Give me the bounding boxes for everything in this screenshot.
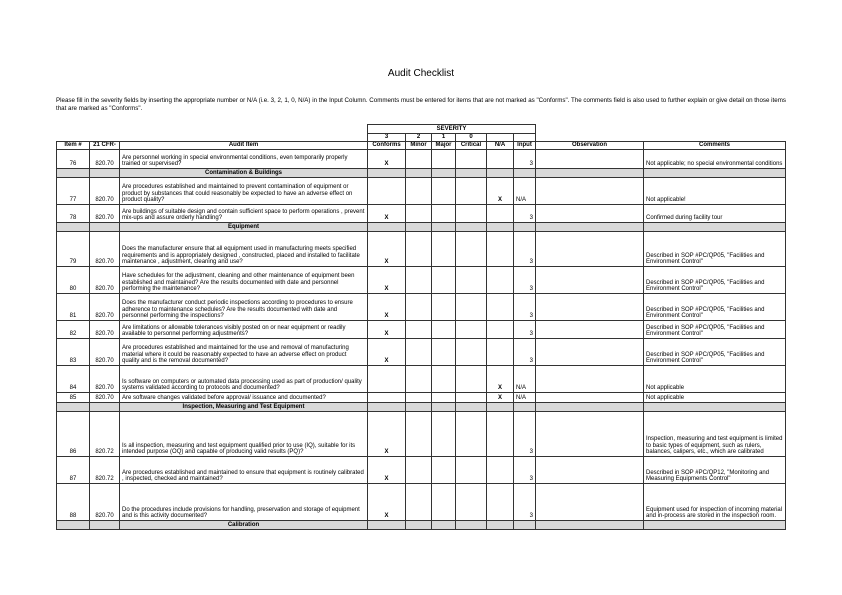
checklist-row	[57, 484, 786, 521]
audit-item-text: Does the manufacturer ensure that all equipment used in manufacturing meets specified requirements and is appropriately designed , constructed, placed and installed to facilitate maintenance , adjustment, cleaning and use?	[120, 232, 368, 267]
audit-item-text: Are buildings of suitable design and contain sufficient space to perform operations , prevent mix-ups and assure orderly handling?	[120, 205, 368, 223]
severity-value-2: 2	[406, 134, 432, 142]
major-cell[interactable]	[432, 366, 456, 393]
na-cell[interactable]	[487, 232, 514, 267]
critical-cell[interactable]	[456, 393, 487, 403]
section-title: Equipment	[120, 223, 368, 232]
section-row	[57, 521, 786, 530]
na-cell[interactable]	[487, 267, 514, 294]
conforms-cell[interactable]: X	[368, 412, 406, 457]
critical-cell[interactable]	[456, 205, 487, 223]
item-number: 82	[57, 321, 90, 339]
minor-cell[interactable]	[406, 178, 432, 205]
conforms-cell[interactable]: X	[368, 150, 406, 169]
na-cell[interactable]	[487, 205, 514, 223]
conforms-cell[interactable]: X	[368, 294, 406, 321]
item-number: 81	[57, 294, 90, 321]
conforms-cell[interactable]	[368, 178, 406, 205]
checklist-row	[57, 321, 786, 339]
comments-cell[interactable]: Described in SOP #PC/QP12, "Monitoring and Measuring Equipments Control"	[644, 457, 786, 484]
severity-value-1: 1	[432, 134, 456, 142]
major-cell[interactable]	[432, 232, 456, 267]
section-title: Calibration	[120, 521, 368, 530]
minor-cell[interactable]	[406, 150, 432, 169]
critical-cell[interactable]	[456, 412, 487, 457]
conforms-cell[interactable]: X	[368, 484, 406, 521]
header-input: Input	[514, 142, 536, 150]
conforms-cell[interactable]: X	[368, 232, 406, 267]
minor-cell[interactable]	[406, 267, 432, 294]
observation-cell[interactable]	[536, 294, 644, 321]
critical-cell[interactable]	[456, 457, 487, 484]
input-cell[interactable]: 3	[514, 321, 536, 339]
section-title: Contamination & Buildings	[120, 169, 368, 178]
cfr-reference: 820.70	[90, 150, 120, 169]
cfr-reference: 820.70	[90, 484, 120, 521]
conforms-cell[interactable]	[368, 366, 406, 393]
input-cell[interactable]: N/A	[514, 366, 536, 393]
input-cell[interactable]: 3	[514, 412, 536, 457]
critical-cell[interactable]	[456, 484, 487, 521]
input-cell[interactable]: 3	[514, 294, 536, 321]
audit-checklist-table	[56, 124, 786, 530]
major-cell[interactable]	[432, 205, 456, 223]
checklist-row	[57, 150, 786, 169]
minor-cell[interactable]	[406, 294, 432, 321]
cfr-reference: 820.70	[90, 232, 120, 267]
na-cell[interactable]	[487, 457, 514, 484]
major-cell[interactable]	[432, 457, 456, 484]
observation-cell[interactable]	[536, 267, 644, 294]
minor-cell[interactable]	[406, 457, 432, 484]
major-cell[interactable]	[432, 321, 456, 339]
cfr-reference: 820.70	[90, 366, 120, 393]
conforms-cell[interactable]: X	[368, 321, 406, 339]
major-cell[interactable]	[432, 267, 456, 294]
severity-value-0: 0	[456, 134, 487, 142]
cfr-reference: 820.72	[90, 412, 120, 457]
column-header-row	[57, 142, 786, 150]
observation-cell[interactable]	[536, 150, 644, 169]
minor-cell[interactable]	[406, 412, 432, 457]
checklist-row	[57, 294, 786, 321]
item-number: 77	[57, 178, 90, 205]
header-comments: Comments	[644, 142, 786, 150]
na-cell[interactable]	[487, 412, 514, 457]
cfr-reference: 820.70	[90, 321, 120, 339]
severity-label: SEVERITY	[368, 125, 536, 134]
observation-cell[interactable]	[536, 205, 644, 223]
checklist-row	[57, 205, 786, 223]
section-title: Inspection, Measuring and Test Equipment	[120, 403, 368, 412]
item-number: 84	[57, 366, 90, 393]
observation-cell[interactable]	[536, 232, 644, 267]
header-na: N/A	[487, 142, 514, 150]
input-cell[interactable]: N/A	[514, 393, 536, 403]
major-cell[interactable]	[432, 393, 456, 403]
item-number: 88	[57, 484, 90, 521]
minor-cell[interactable]	[406, 339, 432, 366]
critical-cell[interactable]	[456, 339, 487, 366]
comments-cell[interactable]: Described in SOP #PC/QP05, "Facilities and Environment Control"	[644, 339, 786, 366]
observation-cell[interactable]	[536, 457, 644, 484]
page-title: Audit Checklist	[387, 68, 455, 79]
na-cell[interactable]: X	[487, 366, 514, 393]
section-row	[57, 403, 786, 412]
section-row	[57, 169, 786, 178]
input-cell[interactable]: 3	[514, 232, 536, 267]
input-cell[interactable]: 3	[514, 150, 536, 169]
na-cell[interactable]: X	[487, 178, 514, 205]
input-cell[interactable]: 3	[514, 267, 536, 294]
cfr-reference: 820.72	[90, 457, 120, 484]
audit-item-text: Are limitations or allowable tolerances visibly posted on or near equipment or readily available to personnel performing adjustments?	[120, 321, 368, 339]
critical-cell[interactable]	[456, 267, 487, 294]
na-cell[interactable]	[487, 150, 514, 169]
header-minor: Minor	[406, 142, 432, 150]
na-cell[interactable]	[487, 339, 514, 366]
minor-cell[interactable]	[406, 484, 432, 521]
minor-cell[interactable]	[406, 321, 432, 339]
item-number: 86	[57, 412, 90, 457]
comments-cell[interactable]: Inspection, measuring and test equipment is limited to basic types of equipment, such as rulers, balances, calipers, etc., which are calibrated	[644, 412, 786, 457]
cfr-reference: 820.70	[90, 178, 120, 205]
critical-cell[interactable]	[456, 366, 487, 393]
audit-item-text: Are procedures established and maintained to ensure that equipment is routinely calibrated , inspected, checked and maintained?	[120, 457, 368, 484]
cfr-reference: 820.70	[90, 339, 120, 366]
checklist-row	[57, 366, 786, 393]
na-cell[interactable]	[487, 321, 514, 339]
header-cfr: 21 CFR-	[90, 142, 120, 150]
header-conforms: Conforms	[368, 142, 406, 150]
critical-cell[interactable]	[456, 321, 487, 339]
audit-item-text: Are personnel working in special environmental conditions, even temporarily properly trained or supervised?	[120, 150, 368, 169]
item-number: 87	[57, 457, 90, 484]
input-cell[interactable]: 3	[514, 205, 536, 223]
critical-cell[interactable]	[456, 178, 487, 205]
checklist-row	[57, 232, 786, 267]
item-number: 78	[57, 205, 90, 223]
critical-cell[interactable]	[456, 232, 487, 267]
input-cell[interactable]: 3	[514, 484, 536, 521]
audit-item-text: Is software on computers or automated data processing used as part of production/ quality systems validated according to protocols and documented?	[120, 366, 368, 393]
comments-cell[interactable]: Not applicable	[644, 366, 786, 393]
comments-cell[interactable]: Described in SOP #PC/QP05, "Facilities and Environment Control"	[644, 232, 786, 267]
input-cell[interactable]: 3	[514, 339, 536, 366]
severity-header-row	[57, 125, 786, 134]
instructions-text: Please fill in the severity fields by inserting the appropriate number or N/A (i.e. 3, 2, 1, 0, N/A) in the Input Column. Comments must be entered for items that are not marked as "Conforms". The comments field is also used to further explain or give detail on those items that are marked as "Conforms".	[56, 97, 786, 112]
comments-cell[interactable]: Not applicable; no special environmental conditions	[644, 150, 786, 169]
minor-cell[interactable]	[406, 393, 432, 403]
minor-cell[interactable]	[406, 232, 432, 267]
cfr-reference: 820.70	[90, 294, 120, 321]
comments-cell[interactable]: Described in SOP #PC/QP05, "Facilities and Environment Control"	[644, 321, 786, 339]
comments-cell[interactable]: Not applicable	[644, 393, 786, 403]
comments-cell[interactable]: Described in SOP #PC/QP05, "Facilities and Environment Control"	[644, 267, 786, 294]
conforms-cell[interactable]: X	[368, 267, 406, 294]
observation-cell[interactable]	[536, 366, 644, 393]
major-cell[interactable]	[432, 178, 456, 205]
cfr-reference: 820.70	[90, 393, 120, 403]
cfr-reference: 820.70	[90, 205, 120, 223]
checklist-row	[57, 178, 786, 205]
audit-item-text: Is all inspection, measuring and test equipment qualified prior to use (IQ), suitable for its intended purpose (OQ) and capable of producing valid results (PQ)?	[120, 412, 368, 457]
item-number: 80	[57, 267, 90, 294]
critical-cell[interactable]	[456, 294, 487, 321]
observation-cell[interactable]	[536, 484, 644, 521]
cfr-reference: 820.70	[90, 267, 120, 294]
audit-item-text: Are software changes validated before approval/ issuance and documented?	[120, 393, 368, 403]
major-cell[interactable]	[432, 412, 456, 457]
audit-item-text: Are procedures established and maintained for the use and removal of manufacturing material where it could be reasonably expected to have an adverse effect on product quality and is the removal documented?	[120, 339, 368, 366]
audit-item-text: Are procedures established and maintained to prevent contamination of equipment or product by substances that could reasonably be expected to have an adverse effect on product quality?	[120, 178, 368, 205]
audit-item-text: Does the manufacturer conduct periodic inspections according to procedures to ensure adherence to maintenance schedules? Are the results documented with date and personnel performing the inspections?	[120, 294, 368, 321]
checklist-row	[57, 457, 786, 484]
header-item: Item #	[57, 142, 90, 150]
severity-value-3: 3	[368, 134, 406, 142]
input-cell[interactable]: N/A	[514, 178, 536, 205]
observation-cell[interactable]	[536, 339, 644, 366]
comments-cell[interactable]: Confirmed during facility tour	[644, 205, 786, 223]
section-row	[57, 223, 786, 232]
na-cell[interactable]	[487, 484, 514, 521]
checklist-row	[57, 412, 786, 457]
major-cell[interactable]	[432, 294, 456, 321]
checklist-row	[57, 339, 786, 366]
comments-cell[interactable]: Not applicable!	[644, 178, 786, 205]
item-number: 76	[57, 150, 90, 169]
major-cell[interactable]	[432, 150, 456, 169]
conforms-cell[interactable]	[368, 393, 406, 403]
observation-cell[interactable]	[536, 321, 644, 339]
comments-cell[interactable]: Described in SOP #PC/QP05, "Facilities and Environment Control"	[644, 294, 786, 321]
conforms-cell[interactable]: X	[368, 339, 406, 366]
audit-item-text: Do the procedures include provisions for handling, preservation and storage of equipment and is this activity documented?	[120, 484, 368, 521]
minor-cell[interactable]	[406, 366, 432, 393]
header-major: Major	[432, 142, 456, 150]
header-audit-item: Audit Item	[120, 142, 368, 150]
item-number: 83	[57, 339, 90, 366]
comments-cell[interactable]: Equipment used for inspection of incoming material and in-process are stored in the inspection room.	[644, 484, 786, 521]
na-cell[interactable]: X	[487, 393, 514, 403]
severity-values-row	[57, 134, 786, 142]
audit-item-text: Have schedules for the adjustment, cleaning and other maintenance of equipment been established and maintained? Are the results documented with date and personnel performing the maintenance?	[120, 267, 368, 294]
major-cell[interactable]	[432, 339, 456, 366]
item-number: 85	[57, 393, 90, 403]
observation-cell[interactable]	[536, 178, 644, 205]
input-cell[interactable]: 3	[514, 457, 536, 484]
checklist-row	[57, 267, 786, 294]
header-observation: Observation	[536, 142, 644, 150]
item-number: 79	[57, 232, 90, 267]
minor-cell[interactable]	[406, 205, 432, 223]
critical-cell[interactable]	[456, 150, 487, 169]
observation-cell[interactable]	[536, 412, 644, 457]
conforms-cell[interactable]: X	[368, 457, 406, 484]
observation-cell[interactable]	[536, 393, 644, 403]
major-cell[interactable]	[432, 484, 456, 521]
conforms-cell[interactable]: X	[368, 205, 406, 223]
na-cell[interactable]	[487, 294, 514, 321]
checklist-row	[57, 393, 786, 403]
header-critical: Critical	[456, 142, 487, 150]
